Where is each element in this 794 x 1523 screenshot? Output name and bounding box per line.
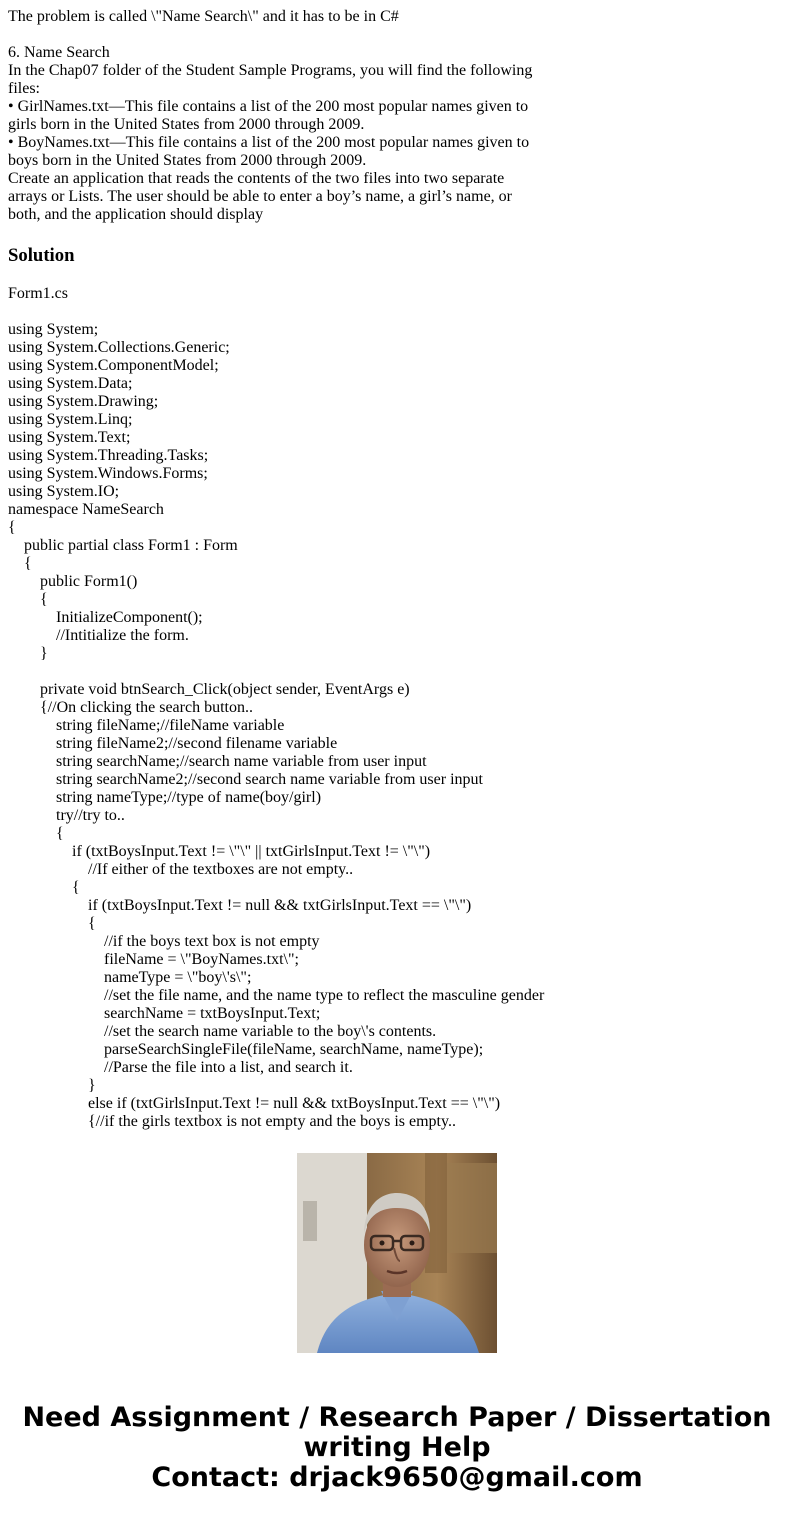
problem-text-line: • GirlNames.txt—This file contains a list of the 200 most popular names given to [8, 98, 529, 115]
code-line: searchName = txtBoysInput.Text; [8, 1005, 321, 1022]
solution-filename: Form1.cs [8, 285, 68, 302]
spacer [8, 303, 568, 321]
code-line: } [8, 645, 48, 662]
code-line: try//try to.. [8, 807, 125, 824]
code-line: using System.Threading.Tasks; [8, 447, 209, 464]
code-line: { [8, 915, 96, 932]
code-line: { [8, 555, 32, 572]
code-line: using System.IO; [8, 483, 120, 500]
code-line: string nameType;//type of name(boy/girl) [8, 789, 322, 806]
code-line: //Parse the file into a list, and search it. [8, 1059, 353, 1076]
problem-text-line: files: [8, 80, 40, 97]
problem-text-line: In the Chap07 folder of the Student Sample Programs, you will find the following [8, 62, 533, 79]
cta-line-2: writing Help [303, 1432, 491, 1463]
cta-contact-line: Contact: drjack9650@gmail.com [151, 1462, 643, 1493]
code-line: using System.Text; [8, 429, 131, 446]
code-line: //set the file name, and the name type to reflect the masculine gender [8, 987, 545, 1004]
solution-heading: Solution [8, 245, 75, 266]
problem-text-line: Create an application that reads the contents of the two files into two separate [8, 170, 505, 187]
code-line: string searchName2;//second search name variable from user input [8, 771, 483, 788]
contact-banner [0, 1403, 794, 1493]
code-line: public Form1() [8, 573, 138, 590]
code-line: using System.Drawing; [8, 393, 159, 410]
problem-statement [8, 8, 568, 224]
code-line: using System.Linq; [8, 411, 133, 428]
problem-text-line: girls born in the United States from 2000 through 2009. [8, 116, 365, 133]
code-line: if (txtBoysInput.Text != null && txtGirlsInput.Text == \"\") [8, 897, 472, 914]
code-listing [8, 321, 568, 1130]
problem-text-line: arrays or Lists. The user should be able to enter a boy’s name, a girl’s name, or [8, 188, 513, 205]
code-line: namespace NameSearch [8, 501, 164, 518]
code-line: using System.Collections.Generic; [8, 339, 230, 356]
author-avatar [297, 1153, 497, 1353]
code-line: //if the boys text box is not empty [8, 933, 320, 950]
code-line: using System; [8, 321, 99, 338]
code-line: string fileName2;//second filename variable [8, 735, 338, 752]
code-line: private void btnSearch_Click(object sender, EventArgs e) [8, 681, 410, 698]
problem-text-line: • BoyNames.txt—This file contains a list of the 200 most popular names given to [8, 134, 530, 151]
problem-text-line: both, and the application should display [8, 206, 264, 223]
article-content [8, 8, 568, 1130]
code-line: string fileName;//fileName variable [8, 717, 285, 734]
code-line [8, 663, 568, 681]
code-line: using System.ComponentModel; [8, 357, 219, 374]
code-line: string searchName;//search name variable from user input [8, 753, 427, 770]
person-photo-icon [297, 1153, 497, 1353]
code-line: //Intitialize the form. [8, 627, 189, 644]
code-line: { [8, 591, 48, 608]
code-line: fileName = \"BoyNames.txt\"; [8, 951, 299, 968]
code-line: { [8, 825, 64, 842]
code-line: public partial class Form1 : Form [8, 537, 238, 554]
code-line: } [8, 1077, 96, 1094]
cta-line-1: Need Assignment / Research Paper / Dissertation [22, 1402, 772, 1433]
problem-text-line [8, 26, 568, 44]
problem-text-line: The problem is called \"Name Search\" and it has to be in C# [8, 8, 399, 25]
code-line: //set the search name variable to the boy\'s contents. [8, 1023, 437, 1040]
code-line: if (txtBoysInput.Text != \"\" || txtGirlsInput.Text != \"\") [8, 843, 431, 860]
problem-text-line: boys born in the United States from 2000 through 2009. [8, 152, 367, 169]
code-line: { [8, 519, 16, 536]
code-line: using System.Data; [8, 375, 133, 392]
code-line: nameType = \"boy\'s\"; [8, 969, 252, 986]
code-line: InitializeComponent(); [8, 609, 203, 626]
code-line: //If either of the textboxes are not empty.. [8, 861, 354, 878]
code-line: else if (txtGirlsInput.Text != null && txtBoysInput.Text == \"\") [8, 1095, 501, 1112]
code-line: {//if the girls textbox is not empty and the boys is empty.. [8, 1113, 456, 1130]
code-line: parseSearchSingleFile(fileName, searchName, nameType); [8, 1041, 484, 1058]
problem-text-line: 6. Name Search [8, 44, 110, 61]
code-line: using System.Windows.Forms; [8, 465, 208, 482]
code-line: {//On clicking the search button.. [8, 699, 253, 716]
code-line: { [8, 879, 80, 896]
